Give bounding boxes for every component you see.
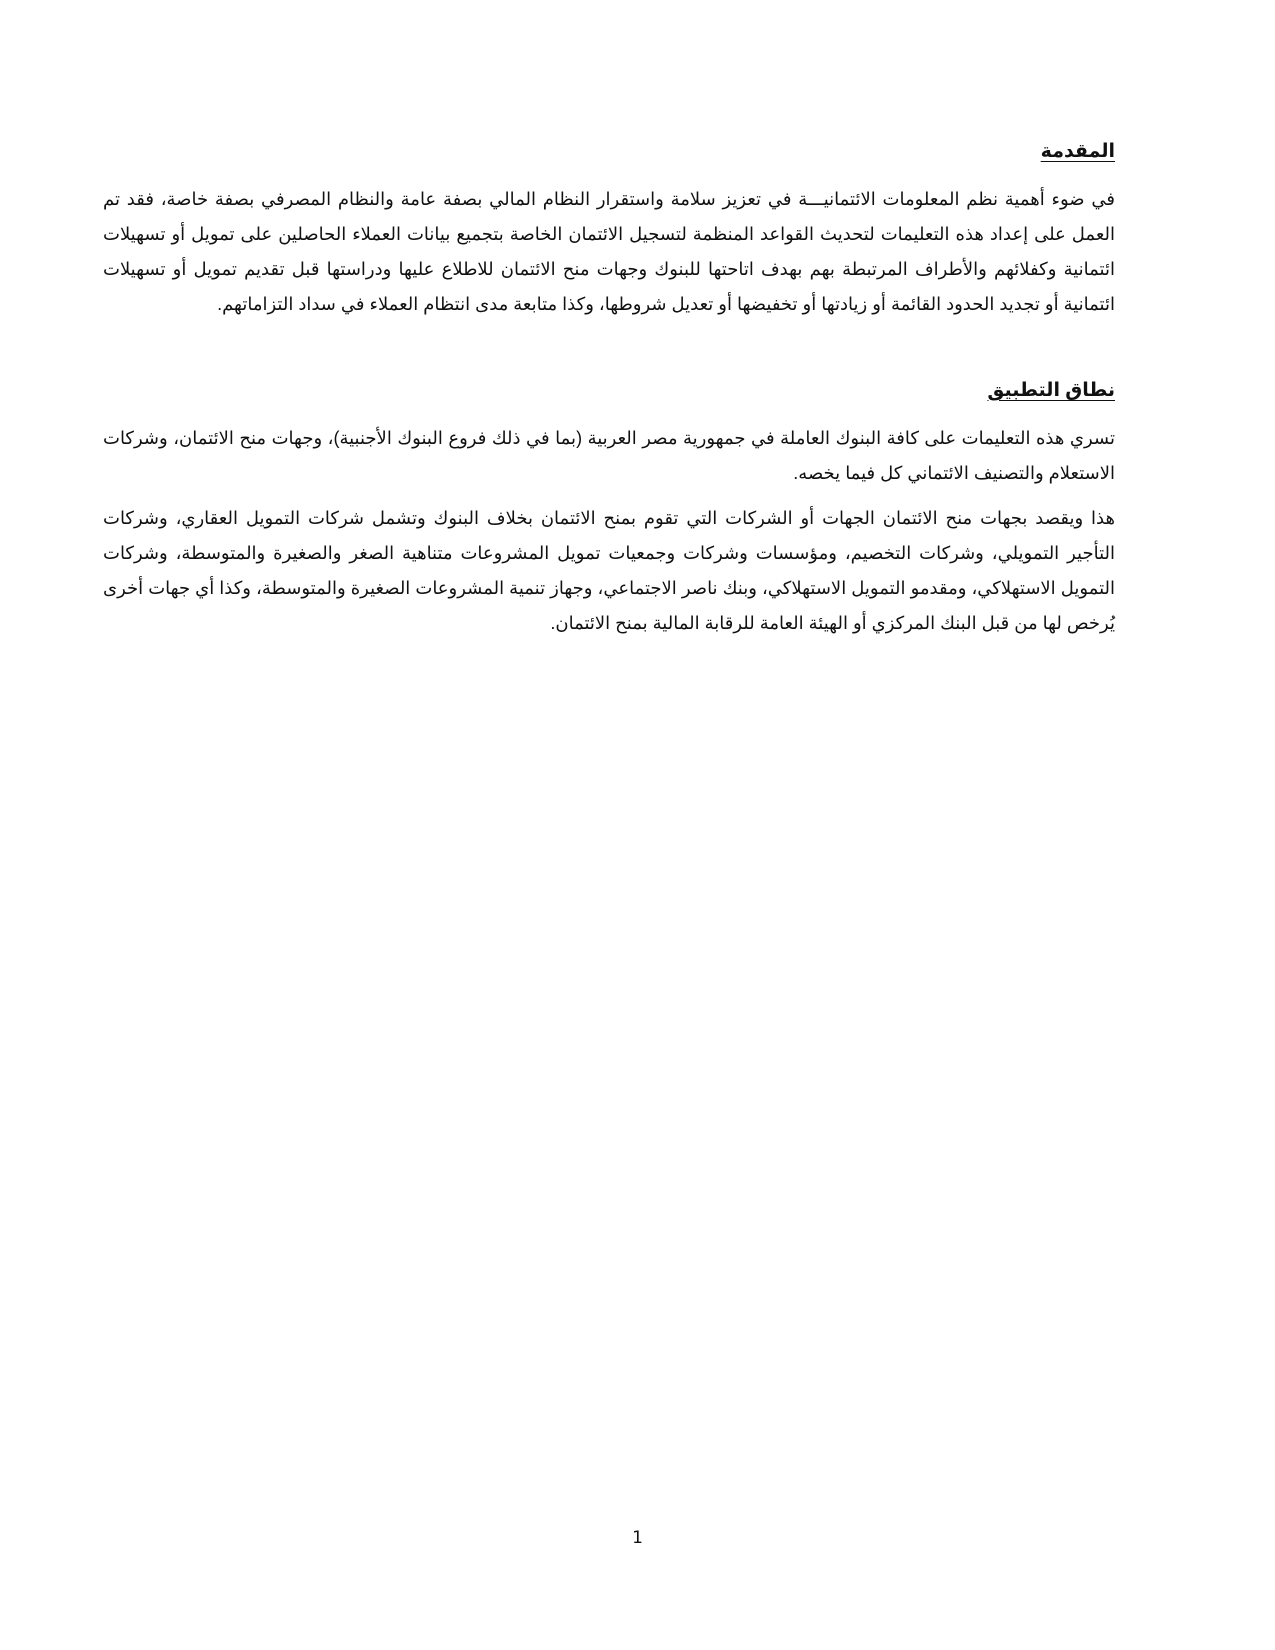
document-body	[103, 138, 1115, 641]
section-introduction	[103, 138, 1115, 322]
page-number: 1	[632, 1528, 643, 1548]
section-heading-scope: نطاق التطبيق	[987, 380, 1115, 401]
section-scope	[103, 377, 1115, 641]
scope-paragraph-1: تسري هذه التعليمات على كافة البنوك العاملة في جمهورية مصر العربية (بما في ذلك فروع البنوك الأجنبية)، وجهات منح الائتمان، وشركات الاستعلام والتصنيف الائتماني كل فيما يخصه.	[103, 428, 1115, 483]
scope-paragraph-2: هذا ويقصد بجهات منح الائتمان الجهات أو الشركات التي تقوم بمنح الائتمان بخلاف البنوك وتشمل شركات التمويل العقاري، وشركات التأجير التمويلي، وشركات التخصيم، ومؤسسات وشركات وجمعيات تمويل المشروعات متناهية الصغر والصغيرة والمتوسطة، وشركات التمويل الاستهلاكي، ومقدمو التمويل الاستهلاكي، وبنك ناصر الاجتماعي، وجهاز تنمية المشروعات الصغيرة والمتوسطة، وكذا أي جهات أخرى يُرخص لها من قبل البنك المركزي أو الهيئة العامة للرقابة المالية بمنح الائتمان.	[103, 508, 1115, 633]
introduction-paragraph: في ضوء أهمية نظم المعلومات الائتمانيـــة في تعزيز سلامة واستقرار النظام المالي بصفة عامة والنظام المصرفي بصفة خاصة، فقد تم العمل على إعداد هذه التعليمات لتحديث القواعد المنظمة لتسجيل الائتمان الخاصة بتجميع بيانات العملاء الحاصلين على تمويل أو تسهيلات ائتمانية وكفلائهم والأطراف المرتبطة بهم بهدف اتاحتها للبنوك وجهات منح الائتمان للاطلاع عليها ودراستها قبل تقديم تمويل أو تسهيلات ائتمانية أو تجديد الحدود القائمة أو زيادتها أو تخفيضها أو تعديل شروطها، وكذا متابعة مدى انتظام العملاء في سداد التزاماتهم.	[103, 189, 1115, 314]
section-heading-introduction: المقدمة	[1040, 141, 1115, 162]
